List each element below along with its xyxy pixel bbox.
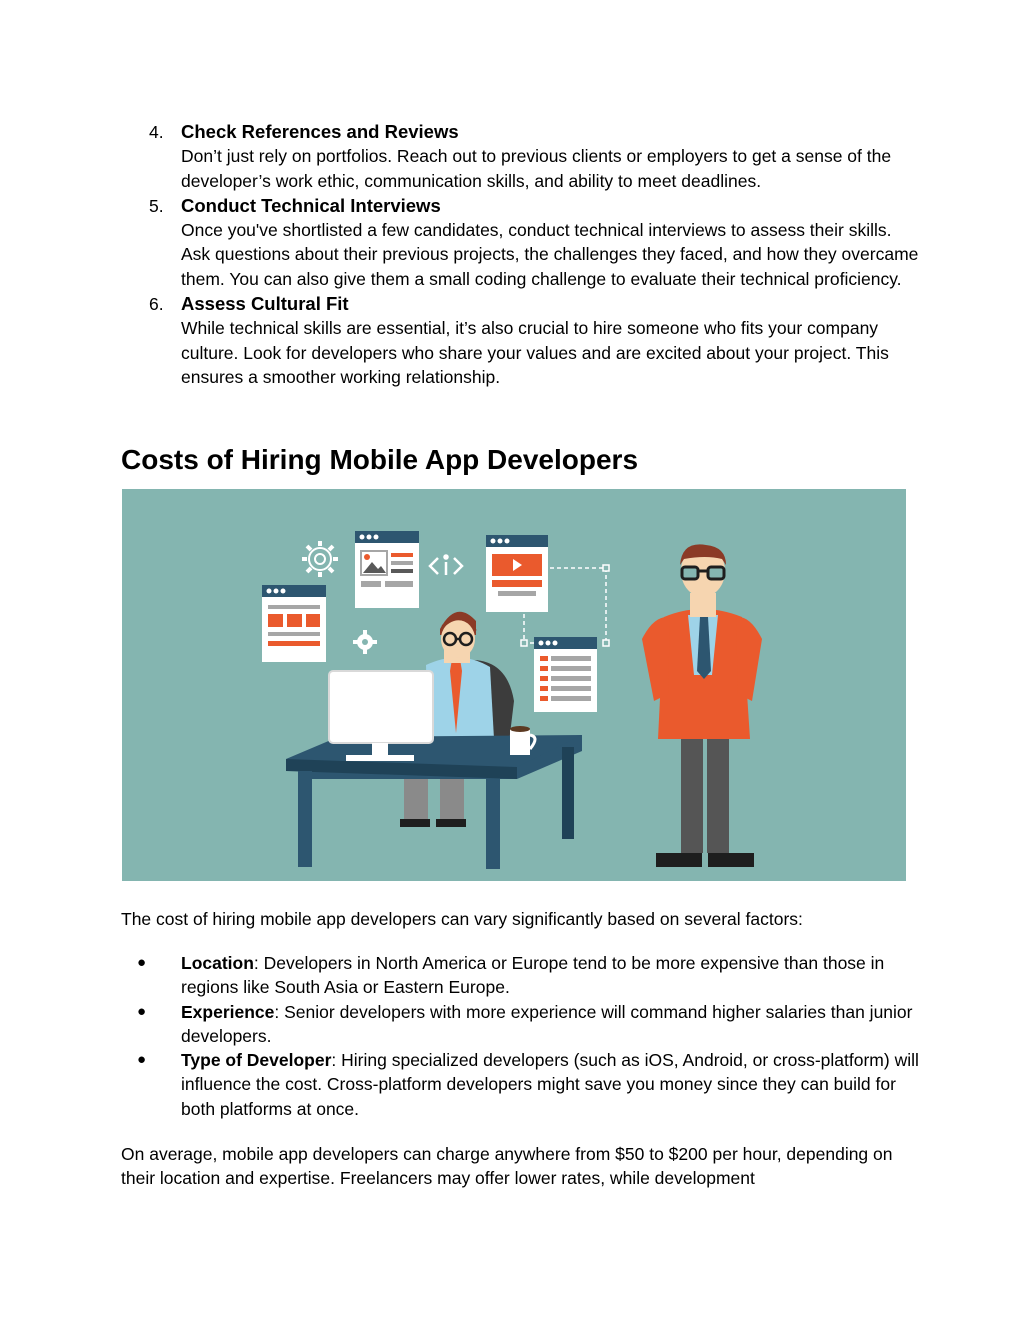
intro-paragraph: The cost of hiring mobile app developers can vary significantly based on several factors: [121,909,803,929]
document-window [534,637,597,712]
list-item-body: Once you've shortlisted a few candidates, conduct technical interviews to assess their skills. Ask questions about their previous projects, the challenges they faced, and how they overcame them. You can also give them a small coding challenge to evaluate their technical proficiency. [181,220,919,289]
list-item [121,292,921,389]
list-item [121,120,921,193]
factor-text: : Senior developers with more experience will command higher salaries than junior developers. [181,1001,913,1046]
video-icon [492,554,542,576]
image-icon [361,551,387,575]
factor-text: : Developers in North America or Europe tend to be more expensive than those in regions like South Asia or Eastern Europe. [181,953,885,998]
steps-list [121,120,921,390]
list-item [121,1000,921,1049]
factor-label: Experience [181,1001,275,1022]
bullet-icon: ● [137,954,147,971]
closing-paragraph: On average, mobile app developers can charge anywhere from $50 to $200 per hour, depending on their location and expertise. Freelancers may offer lower rates, while development [121,1144,893,1189]
section-heading: Costs of Hiring Mobile App Developers [121,444,639,475]
hero-illustration [122,489,906,881]
factor-label: Type of Developer [181,1050,332,1071]
list-item-title: Check References and Reviews [181,121,459,142]
list-item [121,194,921,291]
list-item-title: Assess Cultural Fit [181,293,349,315]
image-window [355,531,419,608]
document-window [262,585,326,662]
list-item-body: Don’t just rely on portfolios. Reach out to previous clients or employers to get a sense of the developer’s work ethic, communication skills, and ability to meet deadlines. [181,146,892,191]
video-window [486,535,548,612]
list-item-number: 4. [149,122,164,142]
list-item-number: 6. [149,294,164,315]
list-item [121,951,921,1000]
bullet-icon: ● [137,1002,147,1020]
factor-label: Location [181,953,254,973]
list-item-title: Conduct Technical Interviews [181,194,441,216]
list-item [121,1048,921,1121]
list-item-number: 5. [149,195,164,216]
bullet-icon: ● [137,1051,147,1069]
cost-factors-list [121,951,921,1121]
list-item-body: While technical skills are essential, it’s also crucial to hire someone who fits your company culture. Look for developers who share your values and are excited about your project. This ensures a smoother working relationship. [181,318,889,387]
factor-text: : Hiring specialized developers (such as iOS, Android, or cross-platform) will influence the cost. Cross-platform developers might save you money since they can build for both platforms at once. [181,1050,919,1119]
